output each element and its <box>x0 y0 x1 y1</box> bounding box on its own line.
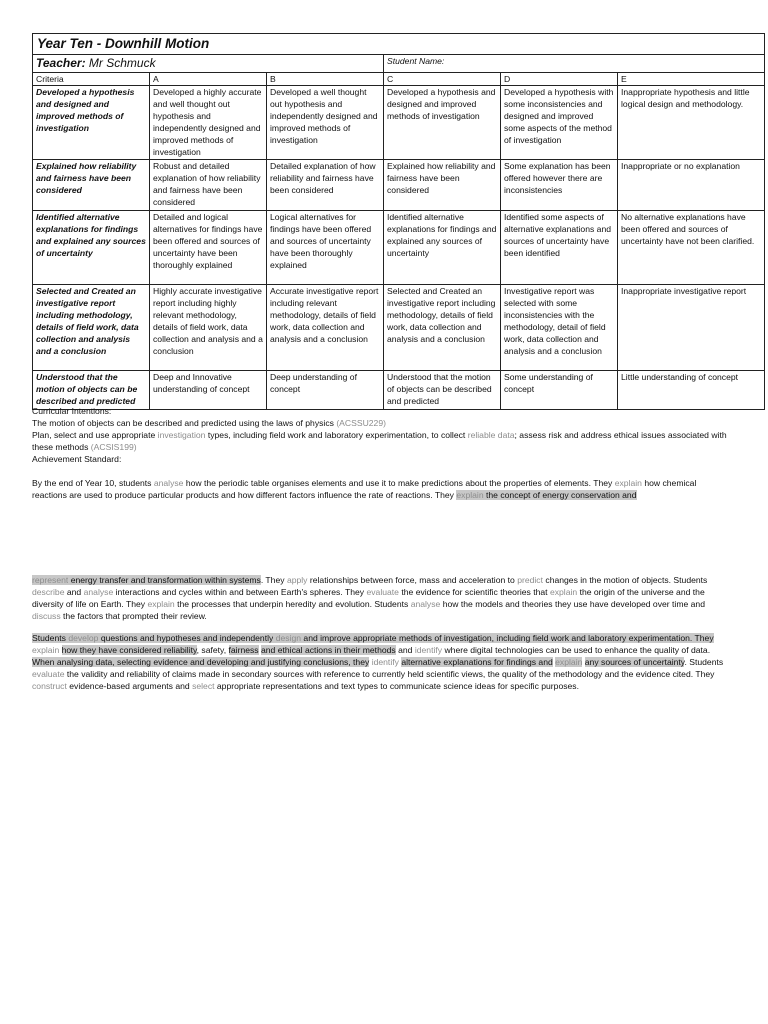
header-a: A <box>150 73 267 86</box>
curricular-intentions <box>32 405 732 465</box>
rubric-table <box>32 33 765 410</box>
grade-cell: Identified alternative explanations for findings and explained any sources of uncertainty <box>384 211 501 285</box>
code-acsis199: (ACSIS199) <box>90 442 137 452</box>
table-row <box>33 285 765 371</box>
criteria-cell: Identified alternative explanations for findings and explained any sources of uncertainty <box>33 211 150 285</box>
grade-cell: Inappropriate hypothesis and little logical design and methodology. <box>618 86 765 160</box>
grade-cell: Highly accurate investigative report including highly relevant methodology, details of field work, data collection and analysis and a conclusion <box>150 285 267 371</box>
teacher-cell <box>33 55 384 73</box>
grade-cell: Detailed explanation of how reliability and fairness have been considered <box>267 160 384 211</box>
rubric-title: Year Ten - Downhill Motion <box>33 34 765 55</box>
teacher-label: Teacher: <box>36 56 86 70</box>
grade-cell: Deep understanding of concept <box>267 371 384 410</box>
grade-cell: Investigative report was selected with some inconsistencies with the methodology, detail of field work, data collection and analysis and a conclusion <box>501 285 618 371</box>
criteria-cell: Selected and Created an investigative report including methodology, details of field work, data collection and analysis and a conclusion <box>33 285 150 371</box>
grade-cell: Accurate investigative report including relevant methodology, details of field work, data collection and analysis and a conclusion <box>267 285 384 371</box>
grade-cell: Developed a hypothesis and designed and improved methods of investigation <box>384 86 501 160</box>
grade-cell: Detailed and logical alternatives for findings have been offered and sources of uncertainty have been thoroughly explained <box>150 211 267 285</box>
student-name-cell: Student Name: <box>384 55 765 73</box>
grade-cell: Developed a hypothesis with some inconsistencies and designed and improved some aspects of the method of investigation <box>501 86 618 160</box>
grade-cell: Explained how reliability and fairness have been considered <box>384 160 501 211</box>
criteria-cell: Developed a hypothesis and designed and improved methods of investigation <box>33 86 150 160</box>
header-criteria: Criteria <box>33 73 150 86</box>
grade-cell: Robust and detailed explanation of how reliability and fairness have been considered <box>150 160 267 211</box>
curricular-line-2: Plan, select and use appropriate investigation types, including field work and laboratory experimentation, to collect reliable data; assess risk and address ethical issues associated with these methods (ACSIS199) <box>32 430 727 452</box>
table-row <box>33 160 765 211</box>
grade-cell: Some explanation has been offered however there are inconsistencies <box>501 160 618 211</box>
grade-cell: Selected and Created an investigative report including methodology, details of field work, data collection and analysis and a conclusion <box>384 285 501 371</box>
grade-cell: Inappropriate investigative report <box>618 285 765 371</box>
teacher-name: Mr Schmuck <box>88 56 156 70</box>
grade-cell: Some understanding of concept <box>501 371 618 410</box>
grade-cell: Little understanding of concept <box>618 371 765 410</box>
achievement-paragraph-1: By the end of Year 10, students analyse how the periodic table organises elements and use it to make predictions about the properties of elements. They explain how chemical reactions are used to produce particular products and how different factors influence the rate of reactions. They explain the concept of energy conservation and <box>32 478 697 500</box>
grade-cell: Developed a highly accurate and well thought out hypothesis and independently designed and improved methods of investigation <box>150 86 267 160</box>
header-row <box>33 73 765 86</box>
header-c: C <box>384 73 501 86</box>
grade-cell: Logical alternatives for findings have been offered and sources of uncertainty have been thoroughly explained <box>267 211 384 285</box>
criteria-cell: Explained how reliability and fairness have been considered <box>33 160 150 211</box>
achievement-paragraph-3: Students develop questions and hypotheses and independently design and improve appropriate methods of investigation, including field work and laboratory experimentation. They explain how they have considered reliability, safety, fairness and ethical actions in their methods and identify where digital technologies can be used to enhance the quality of data. When analysing data, selecting evidence and developing and justifying conclusions, they identify alternative explanations for findings and explain any sources of uncertainty. Students evaluate the validity and reliability of claims made in secondary sources with reference to currently held scientific views, the quality of the methodology and the evidence cited. They construct evidence-based arguments and select appropriate representations and text types to communicate science ideas for specific purposes. <box>32 633 724 691</box>
header-e: E <box>618 73 765 86</box>
grade-cell: Deep and Innovative understanding of concept <box>150 371 267 410</box>
code-acssu229: (ACSSU229) <box>336 418 386 428</box>
grade-cell: No alternative explanations have been offered and sources of uncertainty have not been clarified. <box>618 211 765 285</box>
header-d: D <box>501 73 618 86</box>
curricular-line-1: The motion of objects can be described and predicted using the laws of physics (ACSSU229) <box>32 418 386 428</box>
criteria-cell: Understood that the motion of objects can be described and predicted <box>33 371 150 410</box>
curricular-heading: Curricular Intentions: <box>32 406 112 416</box>
achievement-heading: Achievement Standard: <box>32 454 122 464</box>
table-row <box>33 86 765 160</box>
achievement-paragraph-2: represent energy transfer and transformation within systems. They apply relationships between force, mass and acceleration to predict changes in the motion of objects. Students describe and analyse interactions and cycles within and between Earth's spheres. They evaluate the evidence for scientific theories that explain the origin of the universe and the diversity of life on Earth. They explain the processes that underpin heredity and evolution. Students analyse how the models and theories they use have developed over time and discuss the factors that prompted their review. <box>32 575 708 621</box>
table-row <box>33 371 765 410</box>
grade-cell: Inappropriate or no explanation <box>618 160 765 211</box>
grade-cell: Understood that the motion of objects can be described and predicted <box>384 371 501 410</box>
grade-cell: Identified some aspects of alternative explanations and sources of uncertainty have been identified <box>501 211 618 285</box>
header-b: B <box>267 73 384 86</box>
grade-cell: Developed a well thought out hypothesis and independently designed and improved methods of investigation <box>267 86 384 160</box>
table-row <box>33 211 765 285</box>
